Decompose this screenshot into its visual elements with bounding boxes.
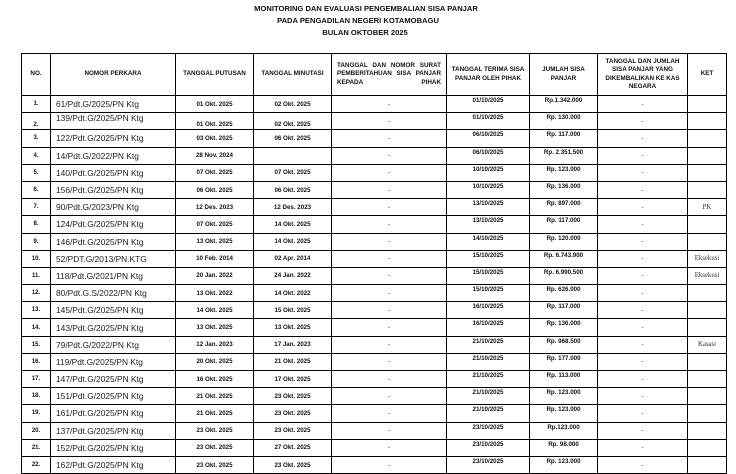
table-row xyxy=(22,319,727,336)
table-row xyxy=(22,302,727,319)
row-number-cell: 22. xyxy=(22,456,51,473)
nomor-perkara-cell: 52/PDT.G/2013/PN.KTG xyxy=(51,250,176,267)
tanggal-terima-cell: 01/10/2025 xyxy=(447,113,530,130)
keterangan-cell xyxy=(688,147,727,164)
surat-pemberitahuan-cell: - xyxy=(332,285,447,302)
table-row xyxy=(22,267,727,284)
dikembalikan-kas-negara-cell: - xyxy=(598,302,688,319)
jumlah-sisa-panjar-cell: Rp. 2.351.500 xyxy=(530,147,598,164)
row-number-cell: 17. xyxy=(22,371,51,388)
tanggal-terima-cell: 10/10/2025 xyxy=(447,164,530,181)
dikembalikan-kas-negara-cell: - xyxy=(598,353,688,370)
tanggal-minutasi-cell: 24 Jan. 2022 xyxy=(254,267,332,284)
tanggal-terima-cell: 21/10/2025 xyxy=(447,388,530,405)
row-number-cell: 7. xyxy=(22,199,51,216)
row-number-cell: 20. xyxy=(22,422,51,439)
keterangan-cell xyxy=(688,285,727,302)
row-number-cell: 14. xyxy=(22,319,51,336)
table-row xyxy=(22,130,727,147)
tanggal-minutasi-cell: 17 Jan. 2023 xyxy=(254,336,332,353)
table-row xyxy=(22,233,727,250)
surat-pemberitahuan-cell: - xyxy=(332,405,447,422)
tanggal-minutasi-cell: 06 Okt. 2025 xyxy=(254,181,332,198)
row-number-cell: 4. xyxy=(22,147,51,164)
tanggal-putusan-cell: 20 Jan. 2022 xyxy=(176,267,254,284)
keterangan-cell xyxy=(688,233,727,250)
dikembalikan-kas-negara-cell: - xyxy=(598,164,688,181)
tanggal-minutasi-cell: 07 Okt. 2025 xyxy=(254,164,332,181)
surat-pemberitahuan-cell: - xyxy=(332,388,447,405)
tanggal-minutasi-cell: 12 Des. 2023 xyxy=(254,199,332,216)
tanggal-terima-cell: 23/10/2025 xyxy=(447,422,530,439)
header-jumlah-sisa-panjar: JUMLAH SISA PANJAR xyxy=(530,54,598,96)
dikembalikan-kas-negara-cell: - xyxy=(598,405,688,422)
surat-pemberitahuan-cell: - xyxy=(332,96,447,113)
dikembalikan-kas-negara-cell: - xyxy=(598,456,688,473)
keterangan-cell xyxy=(688,456,727,473)
nomor-perkara-cell: 162/Pdt.G/2025/PN Ktg xyxy=(51,456,176,473)
jumlah-sisa-panjar-cell: Rp. 117.000 xyxy=(530,302,598,319)
jumlah-sisa-panjar-cell: Rp. 897.000 xyxy=(530,199,598,216)
keterangan-cell xyxy=(688,353,727,370)
surat-pemberitahuan-cell: - xyxy=(332,164,447,181)
row-number-cell: 5. xyxy=(22,164,51,181)
jumlah-sisa-panjar-cell: Rp. 123.000 xyxy=(530,388,598,405)
nomor-perkara-cell: 152/Pdt.G/2025/PN Ktg xyxy=(51,439,176,456)
nomor-perkara-cell: 118/Pdt.G/2021/PN Ktg xyxy=(51,267,176,284)
surat-pemberitahuan-cell: - xyxy=(332,250,447,267)
jumlah-sisa-panjar-cell: Rp.123.000 xyxy=(530,422,598,439)
tanggal-minutasi-cell: 17 Okt. 2025 xyxy=(254,371,332,388)
keterangan-cell xyxy=(688,371,727,388)
surat-pemberitahuan-cell: - xyxy=(332,353,447,370)
header-tanggal-putusan: TANGGAL PUTUSAN xyxy=(176,54,254,96)
header-dikembalikan-kas-negara: TANGGAL DAN JUMLAH SISA PANJAR YANG DIKEMBALIKAN KE KAS NEGARA xyxy=(598,54,688,96)
dikembalikan-kas-negara-cell: - xyxy=(598,388,688,405)
tanggal-putusan-cell: 01 Okt. 2025 xyxy=(176,96,254,113)
keterangan-cell xyxy=(688,113,727,130)
table-row xyxy=(22,285,727,302)
jumlah-sisa-panjar-cell: Rp. 123.000 xyxy=(530,164,598,181)
tanggal-minutasi-cell: 06 Okt. 2025 xyxy=(254,130,332,147)
header-tanggal-terima: TANGGAL TERIMA SISA PANJAR OLEH PIHAK xyxy=(447,54,530,96)
tanggal-putusan-cell: 13 Okt. 2025 xyxy=(176,233,254,250)
nomor-perkara-cell: 143/Pdt.G/2025/PN Ktg xyxy=(51,319,176,336)
tanggal-minutasi-cell: 21 Okt. 2025 xyxy=(254,353,332,370)
dikembalikan-kas-negara-cell: - xyxy=(598,216,688,233)
surat-pemberitahuan-cell: - xyxy=(332,302,447,319)
table-row xyxy=(22,371,727,388)
nomor-perkara-cell: 161/Pdt.G/2025/PN Ktg xyxy=(51,405,176,422)
jumlah-sisa-panjar-cell: Rp. 130.000 xyxy=(530,113,598,130)
table-row xyxy=(22,456,727,473)
tanggal-terima-cell: 15/10/2025 xyxy=(447,285,530,302)
keterangan-cell xyxy=(688,405,727,422)
dikembalikan-kas-negara-cell: - xyxy=(598,96,688,113)
row-number-cell: 9. xyxy=(22,233,51,250)
nomor-perkara-cell: 139/Pdt.G/2025/PN Ktg xyxy=(51,113,176,130)
row-number-cell: 21. xyxy=(22,439,51,456)
tanggal-minutasi-cell: 14 Okt. 2022 xyxy=(254,285,332,302)
tanggal-putusan-cell: 12 Jan. 2023 xyxy=(176,336,254,353)
nomor-perkara-cell: 140/Pdt.G/2025/PN Ktg xyxy=(51,164,176,181)
tanggal-terima-cell: 15/10/2025 xyxy=(447,267,530,284)
tanggal-terima-cell: 10/10/2025 xyxy=(447,181,530,198)
tanggal-minutasi-cell: 23 Okt. 2025 xyxy=(254,405,332,422)
row-number-cell: 10. xyxy=(22,250,51,267)
surat-pemberitahuan-cell: - xyxy=(332,181,447,198)
tanggal-terima-cell: 16/10/2025 xyxy=(447,319,530,336)
nomor-perkara-cell: 14/Pdt.G/2022/PN Ktg xyxy=(51,147,176,164)
dikembalikan-kas-negara-cell: - xyxy=(598,199,688,216)
tanggal-minutasi-cell: 02 Apr. 2014 xyxy=(254,250,332,267)
row-number-cell: 16. xyxy=(22,353,51,370)
tanggal-minutasi-cell: 15 Okt. 2025 xyxy=(254,302,332,319)
jumlah-sisa-panjar-cell: Rp. 136.000 xyxy=(530,319,598,336)
dikembalikan-kas-negara-cell: - xyxy=(598,147,688,164)
table-row xyxy=(22,216,727,233)
row-number-cell: 15. xyxy=(22,336,51,353)
tanggal-putusan-cell: 21 Okt. 2025 xyxy=(176,388,254,405)
dikembalikan-kas-negara-cell: - xyxy=(598,439,688,456)
row-number-cell: 13. xyxy=(22,302,51,319)
table-row xyxy=(22,250,727,267)
tanggal-terima-cell: 16/10/2025 xyxy=(447,302,530,319)
row-number-cell: 18. xyxy=(22,388,51,405)
header-nomor-perkara: NOMOR PERKARA xyxy=(51,54,176,96)
jumlah-sisa-panjar-cell: Rp. 117.000 xyxy=(530,130,598,147)
jumlah-sisa-panjar-cell: Rp. 6.990.500 xyxy=(530,267,598,284)
nomor-perkara-cell: 137/Pdt.G/2025/PN Ktg xyxy=(51,422,176,439)
tanggal-minutasi-cell: 02 Okt. 2025 xyxy=(254,113,332,130)
nomor-perkara-cell: 124/Pdt.G/2025/PN Ktg xyxy=(51,216,176,233)
tanggal-minutasi-cell: 23 Okt. 2025 xyxy=(254,388,332,405)
table-row xyxy=(22,164,727,181)
tanggal-putusan-cell: 13 Okt. 2025 xyxy=(176,319,254,336)
keterangan-cell xyxy=(688,388,727,405)
tanggal-minutasi-cell: 14 Okt. 2025 xyxy=(254,216,332,233)
surat-pemberitahuan-cell: - xyxy=(332,233,447,250)
surat-pemberitahuan-cell: - xyxy=(332,113,447,130)
table-row xyxy=(22,439,727,456)
keterangan-cell xyxy=(688,96,727,113)
tanggal-putusan-cell: 23 Okt. 2025 xyxy=(176,439,254,456)
dikembalikan-kas-negara-cell: - xyxy=(598,319,688,336)
tanggal-minutasi-cell: 27 Okt. 2025 xyxy=(254,439,332,456)
nomor-perkara-cell: 90/Pdt.G/2023/PN Ktg xyxy=(51,199,176,216)
surat-pemberitahuan-cell: - xyxy=(332,130,447,147)
tanggal-putusan-cell: 07 Okt. 2025 xyxy=(176,164,254,181)
nomor-perkara-cell: 145/Pdt.G/2025/PN Ktg xyxy=(51,302,176,319)
jumlah-sisa-panjar-cell: Rp. 968.500 xyxy=(530,336,598,353)
row-number-cell: 3. xyxy=(22,130,51,147)
header-tanggal-minutasi: TANGGAL MINUTASI xyxy=(254,54,332,96)
keterangan-cell xyxy=(688,164,727,181)
dikembalikan-kas-negara-cell: - xyxy=(598,422,688,439)
tanggal-minutasi-cell: 13 Okt. 2025 xyxy=(254,319,332,336)
keterangan-cell: Eksekusi xyxy=(688,250,727,267)
tanggal-terima-cell: 23/10/2025 xyxy=(447,439,530,456)
jumlah-sisa-panjar-cell: Rp. 177.000 xyxy=(530,353,598,370)
keterangan-cell xyxy=(688,439,727,456)
table-row xyxy=(22,388,727,405)
tanggal-minutasi-cell xyxy=(254,147,332,164)
table-row xyxy=(22,96,727,113)
tanggal-putusan-cell: 16 Okt. 2025 xyxy=(176,371,254,388)
row-number-cell: 1. xyxy=(22,96,51,113)
tanggal-terima-cell: 21/10/2025 xyxy=(447,353,530,370)
jumlah-sisa-panjar-cell: Rp. 117.000 xyxy=(530,216,598,233)
tanggal-putusan-cell: 12 Des. 2023 xyxy=(176,199,254,216)
surat-pemberitahuan-cell: - xyxy=(332,216,447,233)
tanggal-terima-cell: 13/10/2025 xyxy=(447,199,530,216)
keterangan-cell xyxy=(688,319,727,336)
dikembalikan-kas-negara-cell: - xyxy=(598,336,688,353)
nomor-perkara-cell: 156/Pdt.G/2025/PN Ktg xyxy=(51,181,176,198)
table-header-row xyxy=(22,54,727,96)
nomor-perkara-cell: 80/Pdt.G.S/2022/PN Ktg xyxy=(51,285,176,302)
table-row xyxy=(22,199,727,216)
table-row xyxy=(22,422,727,439)
dikembalikan-kas-negara-cell: - xyxy=(598,250,688,267)
document-subtitle-court: PADA PENGADILAN NEGERI KOTAMOBAGU xyxy=(277,16,439,25)
keterangan-cell xyxy=(688,216,727,233)
nomor-perkara-cell: 146/Pdt.G/2025/PN Ktg xyxy=(51,233,176,250)
dikembalikan-kas-negara-cell: - xyxy=(598,181,688,198)
jumlah-sisa-panjar-cell: Rp. 120.000 xyxy=(530,233,598,250)
surat-pemberitahuan-cell: - xyxy=(332,147,447,164)
nomor-perkara-cell: 79/Pdt.G/2022/PN Ktg xyxy=(51,336,176,353)
nomor-perkara-cell: 122/Pdt.G/2025/PN Ktg xyxy=(51,130,176,147)
dikembalikan-kas-negara-cell: - xyxy=(598,233,688,250)
jumlah-sisa-panjar-cell: Rp. 626.000 xyxy=(530,285,598,302)
keterangan-cell xyxy=(688,181,727,198)
jumlah-sisa-panjar-cell: Rp. 123.000 xyxy=(530,405,598,422)
tanggal-putusan-cell: 23 Okt. 2025 xyxy=(176,456,254,473)
surat-pemberitahuan-cell: - xyxy=(332,199,447,216)
surat-pemberitahuan-cell: - xyxy=(332,267,447,284)
jumlah-sisa-panjar-cell: Rp.1.342.000 xyxy=(530,96,598,113)
table-row xyxy=(22,147,727,164)
tanggal-putusan-cell: 10 Feb. 2014 xyxy=(176,250,254,267)
tanggal-putusan-cell: 13 Okt. 2022 xyxy=(176,285,254,302)
keterangan-cell xyxy=(688,302,727,319)
header-no: NO. xyxy=(22,54,51,96)
tanggal-putusan-cell: 28 Nov. 2024 xyxy=(176,147,254,164)
tanggal-putusan-cell: 21 Okt. 2025 xyxy=(176,405,254,422)
row-number-cell: 11. xyxy=(22,267,51,284)
tanggal-minutasi-cell: 14 Okt. 2025 xyxy=(254,233,332,250)
dikembalikan-kas-negara-cell: - xyxy=(598,285,688,302)
keterangan-cell: Kasasi xyxy=(688,336,727,353)
surat-pemberitahuan-cell: - xyxy=(332,319,447,336)
surat-pemberitahuan-cell: - xyxy=(332,422,447,439)
dikembalikan-kas-negara-cell: - xyxy=(598,130,688,147)
table-row xyxy=(22,353,727,370)
jumlah-sisa-panjar-cell: Rp. 113.000 xyxy=(530,371,598,388)
table-row xyxy=(22,405,727,422)
tanggal-terima-cell: 01/10/2025 xyxy=(447,96,530,113)
dikembalikan-kas-negara-cell: - xyxy=(598,113,688,130)
tanggal-putusan-cell: 14 Okt. 2025 xyxy=(176,302,254,319)
surat-pemberitahuan-cell: - xyxy=(332,439,447,456)
nomor-perkara-cell: 119/Pdt.G/2025/PN Ktg xyxy=(51,353,176,370)
tanggal-putusan-cell: 01 Okt. 2025 xyxy=(176,113,254,130)
table-row xyxy=(22,181,727,198)
tanggal-terima-cell: 06/10/2025 xyxy=(447,147,530,164)
jumlah-sisa-panjar-cell: Rp. 6.743.900 xyxy=(530,250,598,267)
tanggal-terima-cell: 21/10/2025 xyxy=(447,336,530,353)
tanggal-terima-cell: 23/10/2025 xyxy=(447,456,530,473)
tanggal-terima-cell: 21/10/2025 xyxy=(447,371,530,388)
row-number-cell: 19. xyxy=(22,405,51,422)
dikembalikan-kas-negara-cell: - xyxy=(598,371,688,388)
tanggal-minutasi-cell: 23 Okt. 2025 xyxy=(254,422,332,439)
dikembalikan-kas-negara-cell: - xyxy=(598,267,688,284)
keterangan-cell xyxy=(688,422,727,439)
row-number-cell: 8. xyxy=(22,216,51,233)
tanggal-putusan-cell: 06 Okt. 2025 xyxy=(176,181,254,198)
monitoring-table xyxy=(21,53,727,474)
document-subtitle-period: BULAN OKTOBER 2025 xyxy=(322,28,408,37)
tanggal-terima-cell: 15/10/2025 xyxy=(447,250,530,267)
tanggal-terima-cell: 13/10/2025 xyxy=(447,216,530,233)
row-number-cell: 12. xyxy=(22,285,51,302)
tanggal-terima-cell: 06/10/2025 xyxy=(447,130,530,147)
jumlah-sisa-panjar-cell: Rp. 98.000 xyxy=(530,439,598,456)
nomor-perkara-cell: 147/Pdt.G/2025/PN Ktg xyxy=(51,371,176,388)
tanggal-minutasi-cell: 23 Okt. 2025 xyxy=(254,456,332,473)
keterangan-cell: PK xyxy=(688,199,727,216)
keterangan-cell: Eksekusi xyxy=(688,267,727,284)
table-body xyxy=(22,96,727,474)
surat-pemberitahuan-cell: - xyxy=(332,456,447,473)
surat-pemberitahuan-cell: - xyxy=(332,336,447,353)
table-row xyxy=(22,113,727,130)
tanggal-terima-cell: 21/10/2025 xyxy=(447,405,530,422)
tanggal-terima-cell: 14/10/2025 xyxy=(447,233,530,250)
keterangan-cell xyxy=(688,130,727,147)
jumlah-sisa-panjar-cell: Rp. 123.000 xyxy=(530,456,598,473)
jumlah-sisa-panjar-cell: Rp. 136.000 xyxy=(530,181,598,198)
document-title: MONITORING DAN EVALUASI PENGEMBALIAN SISA PANJAR xyxy=(254,4,478,13)
row-number-cell: 2. xyxy=(22,113,51,130)
nomor-perkara-cell: 151/Pdt.G/2025/PN Ktg xyxy=(51,388,176,405)
tanggal-putusan-cell: 03 Okt. 2025 xyxy=(176,130,254,147)
header-ket: KET xyxy=(688,54,727,96)
header-surat-pemberitahuan: TANGGAL DAN NOMOR SURAT PEMBERITAHUAN SISA PANJAR KEPADA PIHAK xyxy=(332,54,447,96)
nomor-perkara-cell: 61/Pdt.G/2025/PN Ktg xyxy=(51,96,176,113)
tanggal-putusan-cell: 23 Okt. 2025 xyxy=(176,422,254,439)
table-row xyxy=(22,336,727,353)
tanggal-putusan-cell: 20 Okt. 2025 xyxy=(176,353,254,370)
tanggal-minutasi-cell: 02 Okt. 2025 xyxy=(254,96,332,113)
tanggal-putusan-cell: 07 Okt. 2025 xyxy=(176,216,254,233)
surat-pemberitahuan-cell: - xyxy=(332,371,447,388)
row-number-cell: 6. xyxy=(22,181,51,198)
